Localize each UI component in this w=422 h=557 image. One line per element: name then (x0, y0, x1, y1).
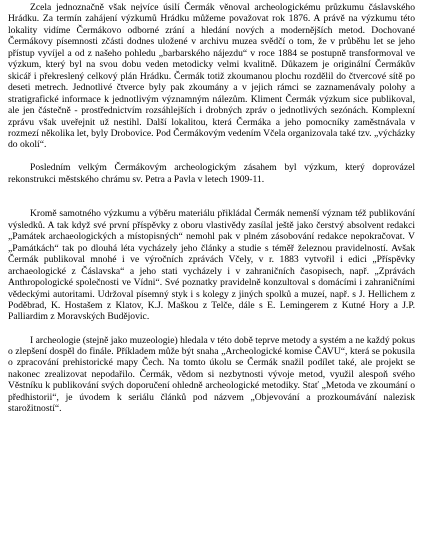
paragraph-spacer (8, 151, 415, 163)
paragraph-methodology: I archeologie (stejně jako muzeologie) hledala v této době teprve metody a systém a ne každý pokus o zlepšení dospěl do finále. Příkladem může být snaha „Archeologické komise ČAVU“, která se pokusila o zpracování prehistorické mapy Čech. Na tomto úkolu se Čermák snažil podílet také, ale projekt se nakonec zrealizovat nepodařilo. Čermák, vědom si nezbytnosti vývoje metod, využil alespoň svého Věstníku k publikování svých doporučení ohledně archeologické metodiky. Stať „Metoda ve zkoumání o předhistorii“, je úvodem k seriálu článků pod názvem „Objevování a prozkoumávání nalezisk starožitností“. (8, 334, 415, 415)
paragraph-publications: Kromě samotného výzkumu a výběru materiálu přikládal Čermák nemenší význam též publikování výsledků. A tak když své první příspěvky z oboru vlastivědy zasílal ještě jako čerstvý absolvent redakci „Památek archaeologických a místopisných“ nemohl pak v plném zásobování redakce nepokračovat. V „Památkách“ tak po dlouhá léta vycházely jeho články a studie s téměř železnou pravidelností. Avšak Čermák publikoval mnohé i ve výročních zprávách Včely, v r. 1883 vytvořil i edici „Příspěvky archaeologické z Čáslavska“ a jeho stati vycházely i v zahraničních časopisech, např. „Zprávách Anthropologické společnosti ve Vídni“. Své poznatky pravidelně konzultoval s domácími i zahraničními vědeckými autoritami. Udržoval písemný styk i s kolegy z jiných spolků a muzeí, např. s J. Hellichem z Poděbrad, K. Hostašem z Klatov, K.J. Maškou z Telče, dále s E. Lemingerem z Kutné Hory a J.P. Palliardim z Moravských Budějovic. (8, 208, 415, 323)
paragraph-hradek-research: Zcela jednoznačně však nejvíce úsilí Čermák věnoval archeologickému průzkumu čáslavského Hrádku. Za termín zahájení výzkumů Hrádku můžeme považovat rok 1876. A právě na výzkumu této lokality vidíme Čermákovo odborné zrání a hledání nových a modernějších metod. Dochované Čermákovy písemnosti zčásti dodnes uložené v archivu muzea svědčí o tom, že v průběhu let se jeho přístup vyvíjel a od z našeho pohledu „barbarského nájezdu“ v roce 1884 se postupně transformoval ve výzkum, který byl na svou dobu veden metodicky velmi kvalitně. Důkazem je originální Čermákův skicář i překreslený celkový plán Hrádku. Čermák totiž zkoumanou plochu rozdělil do čtvercové sítě po deseti metrech. Jednotlivé čtverce byly pak zkoumány a v jejich rámci se zaznamenávaly polohy a stratigrafické informace k jednotlivým významným nálezům. Kliment Čermák výzkum sice publikoval, ale jen částečně - prostřednictvím rozsáhlejších i drobných zpráv o jednotlivých sezónách. Komplexní zprávu však uveřejnit už nestihl. Další lokalitou, která Čermáka a jeho pomocníky zaměstnávala v rozmezí několika let, byly Drobovice. Pod Čermákovým vedením Včela organizovala také tzv. „výcházky do okolí“. (8, 2, 415, 151)
paragraph-spacer (8, 323, 415, 335)
paragraph-church-research: Posledním velkým Čermákovým archeologickým zásahem byl výzkum, který doprovázel rekonstrukci městského chrámu sv. Petra a Pavla v letech 1909-11. (8, 162, 415, 185)
paragraph-spacer (8, 185, 415, 208)
